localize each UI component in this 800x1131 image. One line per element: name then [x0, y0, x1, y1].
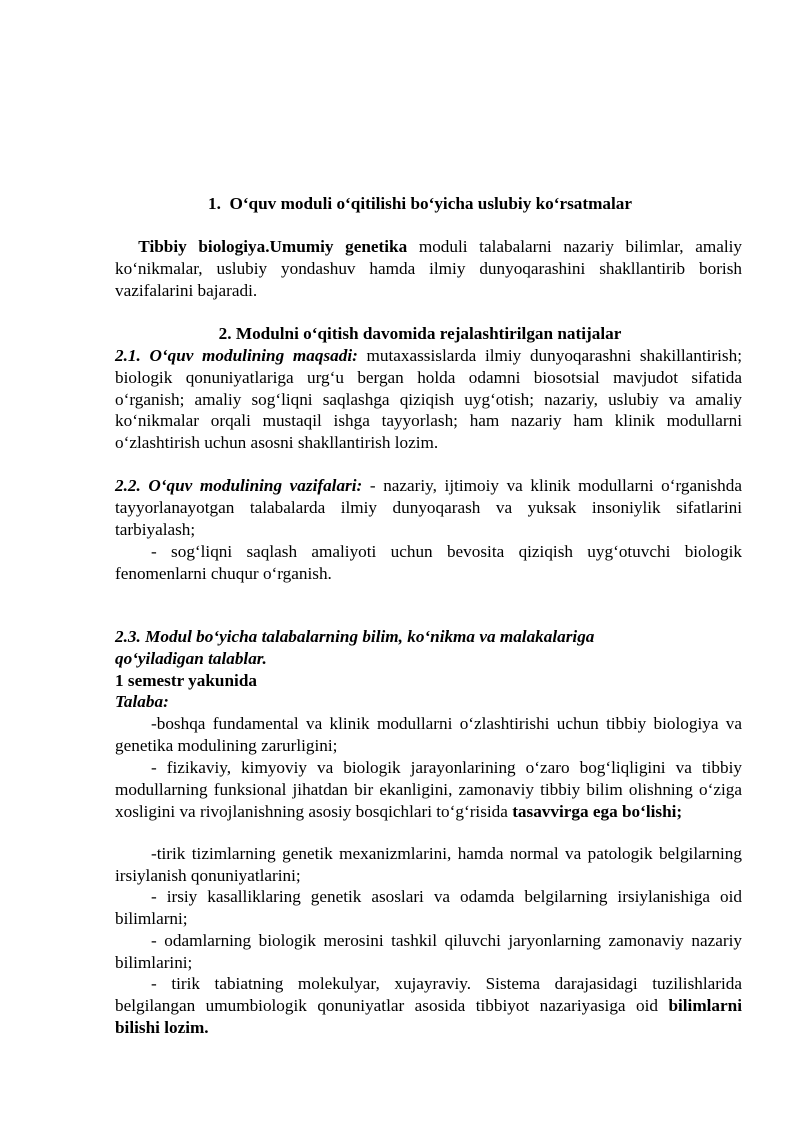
section-1-title: O‘quv moduli o‘qitilishi bo‘yicha uslubiy ko‘rsatmalar — [229, 194, 633, 213]
intro-text: moduli talabalarni nazariy bilimlar, amaliy ko‘nikmalar, uslubiy yondashuv hamda ilmiy dunyoqarashini shakllantirib borish vazifalarini bajaradi. — [115, 237, 742, 300]
section-2-3-title-line-1: 2.3. Modul bo‘yicha talabalarning bilim, ko‘nikma va malakalariga — [115, 627, 595, 646]
section-2-2-label: 2.2. O‘quv modulining vazifalari: — [115, 476, 363, 495]
section-2-2-text: - nazariy, ijtimoiy va klinik modullarni o‘rganishda tayyorlanayotgan talabalarda ilmiy dunyoqarash va yuksak insoniylik sifatlarini tarbiyalash; — [115, 476, 742, 539]
requirement-item-1: -boshqa fundamental va klinik modullarni o‘zlashtirishi uchun tibbiy biologiya va genetika modulining zarurligini; — [115, 714, 742, 755]
semester-label: 1 semestr yakunida — [115, 670, 257, 690]
section-2-1-label: 2.1. O‘quv modulining maqsadi: — [115, 346, 358, 365]
section-2-1-text: mutaxassislarda ilmiy dunyoqarashni shakillantirish; biologik qonuniyatlariga urg‘u bergan holda odamni biosotsial mavjudot sifatida o‘rganish; amaliy sog‘liqni saqlashga qiziqish uyg‘otish; nazariy, uslubiy va amaliy ko‘nikmalar orqali mustaqil ishga tayyorlash; ham nazariy ham klinik modullarni o‘zlashtirish uchun asosni shakllantirish lozim. — [115, 346, 742, 453]
section-2-3-title-line-2: qo‘yiladigan talablar. — [115, 648, 267, 668]
requirement-item-2-bold: tasavvirga ega bo‘lishi; — [512, 801, 683, 821]
section-1-heading — [180, 193, 660, 215]
requirement-item-6-text: - tirik tabiatning molekulyar, xujayraviy. Sistema darajasidagi tuzilishlarida belgilangan umumbiologik qonuniyatlar asosida tibbiyot nazariyasiga oid — [115, 974, 742, 1015]
requirement-item-2 — [115, 757, 742, 822]
section-2-2-paragraph — [115, 475, 742, 540]
requirement-item-6-bold: bilimlarni bilishi lozim. — [115, 995, 742, 1037]
intro-module-name: Tibbiy biologiya.Umumiy genetika — [138, 237, 408, 256]
requirement-item-4: - irsiy kasalliklaring genetik asoslari va odamda belgilarning irsiylanishiga oid bilimlarni; — [115, 887, 742, 928]
section-1-number: 1. — [207, 194, 221, 213]
section-2-title: 2. Modulni o‘qitish davomida rejalashtirilgan natijalar — [218, 324, 622, 343]
requirement-item-6 — [115, 973, 742, 1038]
student-label: Talaba: — [115, 692, 169, 712]
section-2-2-item-2: - sog‘liqni saqlash amaliyoti uchun bevosita qiziqish uyg‘otuvchi biologik fenomenlarni chuqur o‘rganish. — [115, 542, 742, 583]
intro-paragraph — [115, 236, 742, 301]
requirement-item-2-text: - fizikaviy, kimyoviy va biologik jarayonlarining o‘zaro bog‘liqligini va tibbiy modullarning funksional jihatdan bir ekanligini, zamonaviy tibbiy bilim olishning o‘ziga xosligini va rivojlanishning asosiy bosqichlari to‘g‘risida — [115, 758, 742, 821]
section-2-3-heading — [115, 626, 742, 713]
requirement-item-3: -tirik tizimlarning genetik mexanizmlarini, hamda normal va patologik belgilarning irsiylanish qonuniyatlarini; — [115, 844, 742, 885]
requirement-item-5: - odamlarning biologik merosini tashkil qiluvchi jaryonlarning zamonaviy nazariy bilimlarini; — [115, 931, 742, 972]
section-2-1-paragraph — [115, 345, 742, 454]
section-2-heading — [160, 323, 680, 345]
